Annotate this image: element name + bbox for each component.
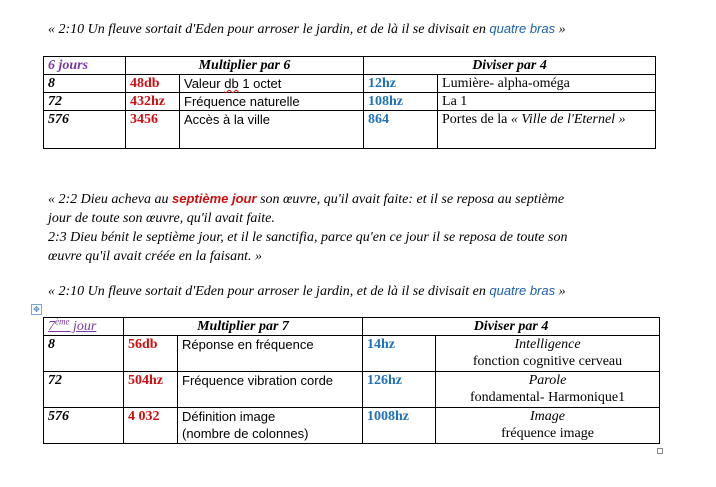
table-row [44, 372, 660, 408]
header-num: 7 [48, 319, 55, 334]
row-number: 72 [44, 93, 126, 111]
row-divided: 14hz [363, 336, 436, 372]
row-description-2: (nombre de colonnes) [182, 426, 309, 441]
row-divided: 864 [364, 111, 438, 149]
verse-quote-2-line2: jour de toute son œuvre, qu'il avait faite. [48, 211, 275, 226]
verse-quote-3-prefix: « 2:10 Un fleuve sortait d'Eden pour arroser le jardin, et de là il se divisait en [48, 284, 490, 299]
row-meaning [436, 336, 660, 372]
header-word: jour [69, 319, 97, 334]
row-description-a: Valeur [184, 76, 225, 91]
verse-quote-2-line3: 2:3 Dieu bénit le septième jour, et il le sanctifia, parce qu'en ce jour il se reposa de toute son [48, 230, 568, 245]
table-row [44, 336, 660, 372]
row-description-1: Définition image [182, 409, 276, 424]
verse-quote-2-prefix: « 2:2 Dieu acheva au [48, 192, 173, 207]
row-description: Fréquence vibration corde [178, 372, 363, 408]
table-7-jour [43, 317, 660, 444]
verse-quote-1-suffix: » [555, 22, 566, 37]
row-multiplied: 504hz [124, 372, 178, 408]
row-description-b: 1 octet [238, 76, 282, 91]
verse-quote-3-highlight: quatre bras [489, 283, 556, 298]
row-divided: 126hz [363, 372, 436, 408]
header-6-jours: 6 jours [44, 57, 126, 75]
row-description-sq: db [224, 76, 239, 91]
row-meaning [436, 408, 660, 444]
table-row [44, 111, 656, 149]
verse-quote-2 [48, 189, 567, 266]
table-6-jours [43, 56, 656, 149]
row-description [180, 75, 364, 93]
row-divided: 12hz [364, 75, 438, 93]
verse-quote-3-suffix: » [555, 284, 566, 299]
resize-handle-icon[interactable] [657, 448, 663, 454]
table-row [44, 408, 660, 444]
row-divided: 1008hz [363, 408, 436, 444]
row-multiplied: 48db [126, 75, 180, 93]
row-description-2: La 1 [438, 93, 656, 111]
header-multiplier-7: Multiplier par 7 [124, 318, 363, 336]
verse-quote-2-highlight: septième jour [172, 191, 257, 206]
row-description [178, 408, 363, 444]
row-number: 576 [44, 408, 124, 444]
row-description-2a: Portes de la [442, 112, 511, 127]
header-diviser-4: Diviser par 4 [364, 57, 656, 75]
row-multiplied: 4 032 [124, 408, 178, 444]
row-meaning-title: Image [530, 409, 566, 424]
row-multiplied: 56db [124, 336, 178, 372]
move-icon[interactable]: ✥ [31, 304, 42, 315]
table-header-row [44, 57, 656, 75]
row-meaning-title: Parole [528, 373, 567, 388]
verse-quote-2-line1 [48, 189, 567, 209]
row-meaning-sub: fréquence image [501, 426, 594, 441]
row-description-2b: « Ville de l'Eternel » [510, 112, 626, 127]
table-row [44, 93, 656, 111]
row-description-2 [438, 111, 656, 149]
verse-quote-3 [48, 281, 566, 301]
verse-quote-2-suffix: son œuvre, qu'il avait faite: et il se reposa au septième [256, 192, 565, 207]
row-meaning-title: Intelligence [514, 337, 581, 352]
table-row [44, 75, 656, 93]
header-sup: ème [55, 316, 70, 327]
row-meaning-sub: fonction cognitive cerveau [472, 354, 623, 369]
row-meaning [436, 372, 660, 408]
row-multiplied: 3456 [126, 111, 180, 149]
row-description: Accès à la ville [180, 111, 364, 149]
row-number: 72 [44, 372, 124, 408]
row-multiplied: 432hz [126, 93, 180, 111]
verse-quote-1-highlight: quatre bras [489, 21, 556, 36]
row-number: 8 [44, 336, 124, 372]
row-number: 8 [44, 75, 126, 93]
header-diviser-4: Diviser par 4 [363, 318, 660, 336]
row-divided: 108hz [364, 93, 438, 111]
table-header-row [44, 318, 660, 336]
header-multiplier-6: Multiplier par 6 [126, 57, 364, 75]
row-description-2: Lumière- alpha-oméga [438, 75, 656, 93]
row-description: Fréquence naturelle [180, 93, 364, 111]
header-7eme-jour [44, 318, 124, 336]
verse-quote-1-prefix: « 2:10 Un fleuve sortait d'Eden pour arroser le jardin, et de là il se divisait en [48, 22, 490, 37]
verse-quote-2-line4: œuvre qu'il avait créée en la faisant. » [48, 249, 262, 264]
row-number: 576 [44, 111, 126, 149]
row-description: Réponse en fréquence [178, 336, 363, 372]
verse-quote-1 [48, 19, 566, 39]
row-meaning-sub: fondamental- Harmonique1 [469, 390, 626, 405]
